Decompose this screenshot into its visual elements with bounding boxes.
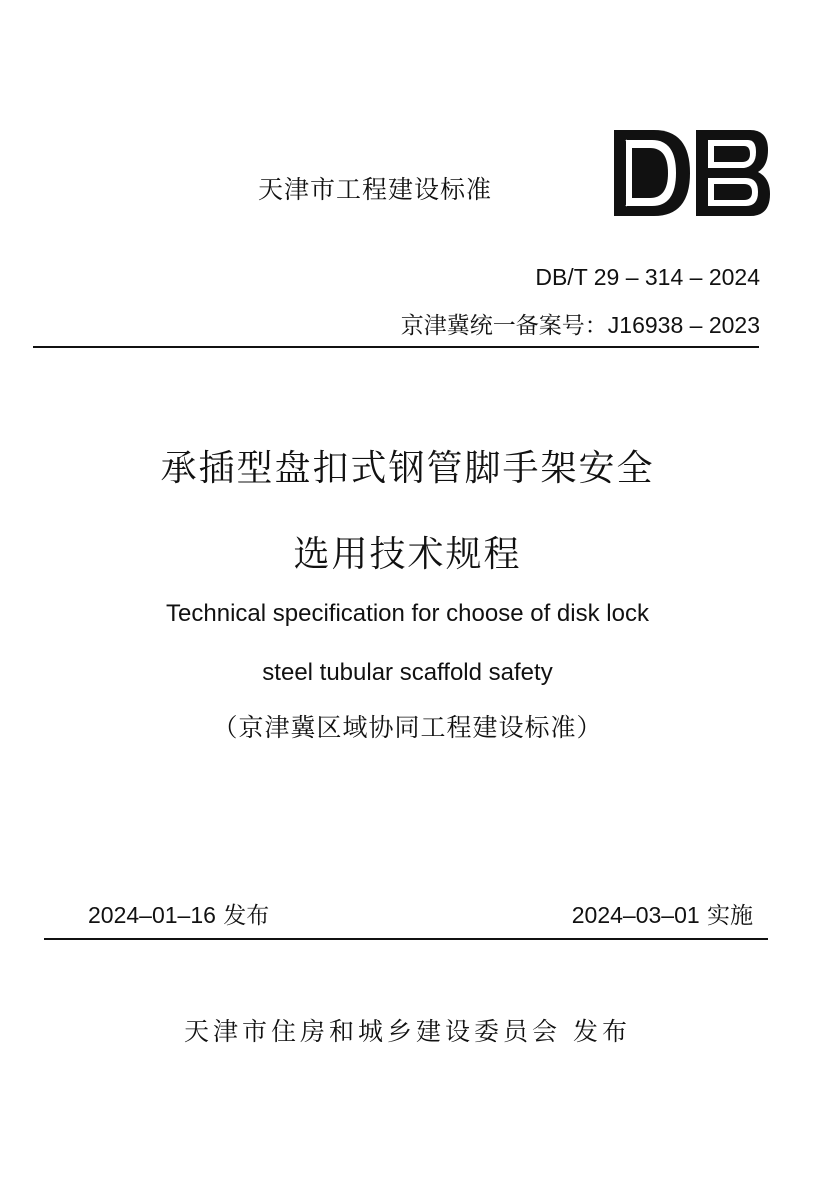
series-title: 天津市工程建设标准 xyxy=(258,175,493,204)
standard-number: DB/T 29 – 314 – 2024 xyxy=(535,264,760,290)
record-number xyxy=(401,307,760,340)
title-en-line-1: Technical specification for choose of disk lock xyxy=(166,600,649,627)
implement-date-value: 2024–03–01 xyxy=(571,902,700,928)
title-cn-line-2: 选用技术规程 xyxy=(293,534,522,575)
bottom-divider xyxy=(44,938,768,940)
publisher-name: 天津市住房和城乡建设委员会 xyxy=(184,1017,562,1046)
record-number-value: J16938 – 2023 xyxy=(607,312,760,338)
subtitle-cn: （京津冀区域协同工程建设标准） xyxy=(212,713,603,742)
title-cn-line-1: 承插型盘扣式钢管脚手架安全 xyxy=(160,448,655,489)
top-divider xyxy=(33,346,759,348)
record-number-label: 京津冀统一备案号： xyxy=(400,313,608,339)
implement-date xyxy=(572,897,753,930)
publisher xyxy=(0,1012,815,1048)
title-en-line-2: steel tubular scaffold safety xyxy=(262,659,553,686)
issue-date-value: 2024–01–16 xyxy=(88,902,216,928)
implement-date-label: 实施 xyxy=(707,903,753,929)
logo-letter-b xyxy=(696,130,770,216)
logo-letter-d xyxy=(614,130,690,216)
publisher-action: 发布 xyxy=(572,1017,631,1046)
db-logo xyxy=(612,128,772,218)
issue-date-label: 发布 xyxy=(223,903,270,929)
issue-date xyxy=(88,897,269,930)
